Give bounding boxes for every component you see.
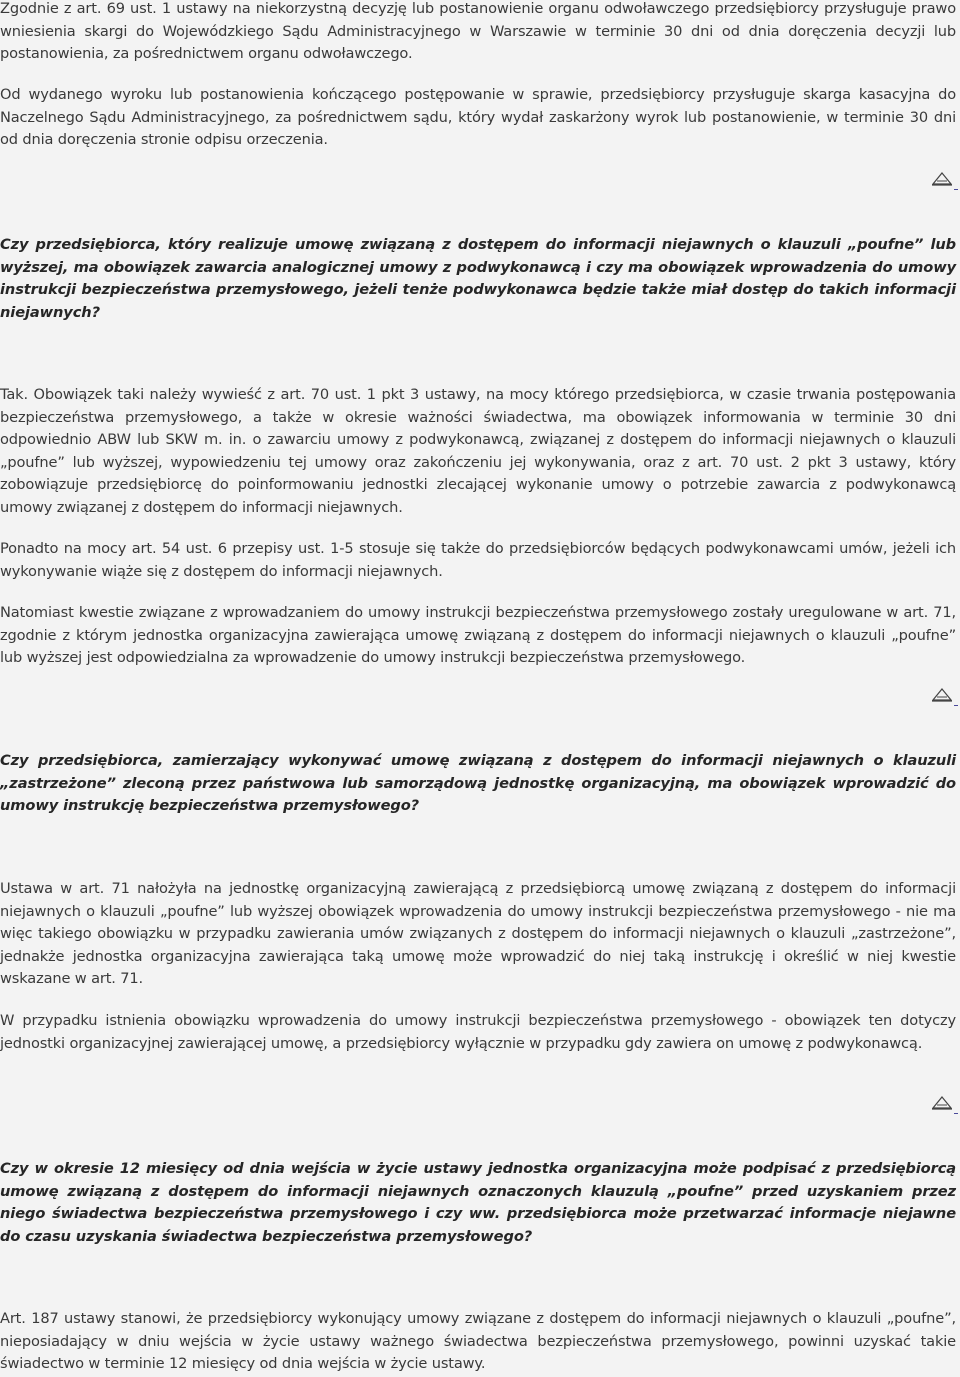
back-to-top-icon: [932, 688, 956, 702]
back-to-top-link[interactable]: [932, 1096, 956, 1114]
answer-art-187: Art. 187 ustawy stanowi, że przedsiębiorcy wykonujący umowy związane z dostępem do informacji niejawnych o klauzuli „poufne”, nieposiadający w dniu wejścia w życie ustawy ważnego świadectwa bezpieczeństwa przemysłowego, powinni uzyskać takie świadectwo w terminie 12 miesięcy od dnia wejścia w życie ustawy.: [0, 1310, 956, 1373]
link-underline: [954, 705, 958, 706]
back-to-top-link[interactable]: [932, 172, 956, 190]
paragraph-art-71: Natomiast kwestie związane z wprowadzaniem do umowy instrukcji bezpieczeństwa przemysłowego zostały uregulowane w art. 71, zgodnie z którym jednostka organizacyjna zawierająca umowę związaną z dostępem do informacji niejawnych o klauzuli „poufne” lub wyższej jest odpowiedzialna za wprowadzenie do umowy instrukcji bezpieczeństwa przemysłowego.: [0, 604, 956, 667]
paragraph-appeal-court: Zgodnie z art. 69 ust. 1 ustawy na niekorzystną decyzję lub postanowienie organu odwoławczego przedsiębiorcy przysługuje prawo wniesienia skargi do Wojewódzkiego Sądu Administracyjnego w Warszawie w terminie 30 dni od dnia doręczenia decyzji lub postanowienia, za pośrednictwem organu odwoławczego.: [0, 0, 956, 63]
back-to-top-icon: [932, 1096, 956, 1110]
answer-subcontractor-agreement: Tak. Obowiązek taki należy wywieść z art. 70 ust. 1 pkt 3 ustawy, na mocy którego przedsiębiorca, w czasie trwania postępowania bezpieczeństwa przemysłowego, a także w okresie ważności świadectwa, ma obowiązek informowania w terminie 30 dni odpowiednio ABW lub SKW m. in. o zawarciu umowy z podwykonawcą, związanej z dostępem do informacji niejawnych o klauzuli „poufne” lub wyższej, wypowiedzeniu tej umowy oraz zakończeniu jej wykonywania, oraz z art. 70 ust. 2 pkt 3 ustawy, który zobowiązuje przedsiębiorcę do poinformowaniu jednostki zlecającej wykonanie umowy o potrzebie zawarcia z podwykonawcą umowy związanej z dostępem do informacji niejawnych.: [0, 386, 956, 516]
question-subcontractor-agreement: Czy przedsiębiorca, który realizuje umowę związaną z dostępem do informacji niejawnych o klauzuli „poufne” lub wyższej, ma obowiązek zawarcia analogicznej umowy z podwykonawcą i czy ma obowiązek wprowadzenia do umowy instrukcji bezpieczeństwa przemysłowego, jeżeli tenże podwykonawca będzie także miał dostęp do takich informacji niejawnych?: [0, 236, 956, 321]
link-underline: [954, 189, 958, 190]
paragraph-art-54: Ponadto na mocy art. 54 ust. 6 przepisy ust. 1-5 stosuje się także do przedsiębiorców będących podwykonawcami umów, jeżeli ich wykonywanie wiąże się z dostępem do informacji niejawnych.: [0, 540, 956, 580]
paragraph-obligation-scope: W przypadku istnienia obowiązku wprowadzenia do umowy instrukcji bezpieczeństwa przemysłowego - obowiązek ten dotyczy jednostki organizacyjnej zawierającej umowę, a przedsiębiorcy wyłącznie w przypadku gdy zawiera on umowę z podwykonawcą.: [0, 1012, 956, 1052]
question-restricted-clause: Czy przedsiębiorca, zamierzający wykonywać umowę związaną z dostępem do informacji niejawnych o klauzuli „zastrzeżone” zleconą przez państwowa lub samorządową jednostkę organizacyjną, ma obowiązek wprowadzić do umowy instrukcję bezpieczeństwa przemysłowego?: [0, 752, 956, 815]
question-12-month-period: Czy w okresie 12 miesięcy od dnia wejścia w życie ustawy jednostka organizacyjna może podpisać z przedsiębiorcą umowę związaną z dostępem do informacji niejawnych oznaczonych klauzulą „poufne” przed uzyskaniem przez niego świadectwa bezpieczeństwa przemysłowego i czy ww. przedsiębiorca może przetwarzać informacje niejawne do czasu uzyskania świadectwa bezpieczeństwa przemysłowego?: [0, 1160, 956, 1245]
back-to-top-link[interactable]: [932, 688, 956, 706]
answer-restricted-clause: Ustawa w art. 71 nałożyła na jednostkę organizacyjną zawierającą z przedsiębiorcą umowę związaną z dostępem do informacji niejawnych o klauzuli „poufne” lub wyższej obowiązek wprowadzenia do umowy instrukcji bezpieczeństwa przemysłowego - nie ma więc takiego obowiązku w przypadku zawierania umów związanych z dostępem do informacji niejawnych o klauzuli „zastrzeżone”, jednakże jednostka organizacyjna zawierająca taką umowę może wprowadzić do niej taką instrukcję i określić w niej kwestie wskazane w art. 71.: [0, 880, 956, 988]
link-underline: [954, 1113, 958, 1114]
paragraph-cassation: Od wydanego wyroku lub postanowienia kończącego postępowanie w sprawie, przedsiębiorcy przysługuje skarga kasacyjna do Naczelnego Sądu Administracyjnego, za pośrednictwem sądu, który wydał zaskarżony wyrok lub postanowienie, w terminie 30 dni od dnia doręczenia stronie odpisu orzeczenia.: [0, 86, 956, 149]
back-to-top-icon: [932, 172, 956, 186]
